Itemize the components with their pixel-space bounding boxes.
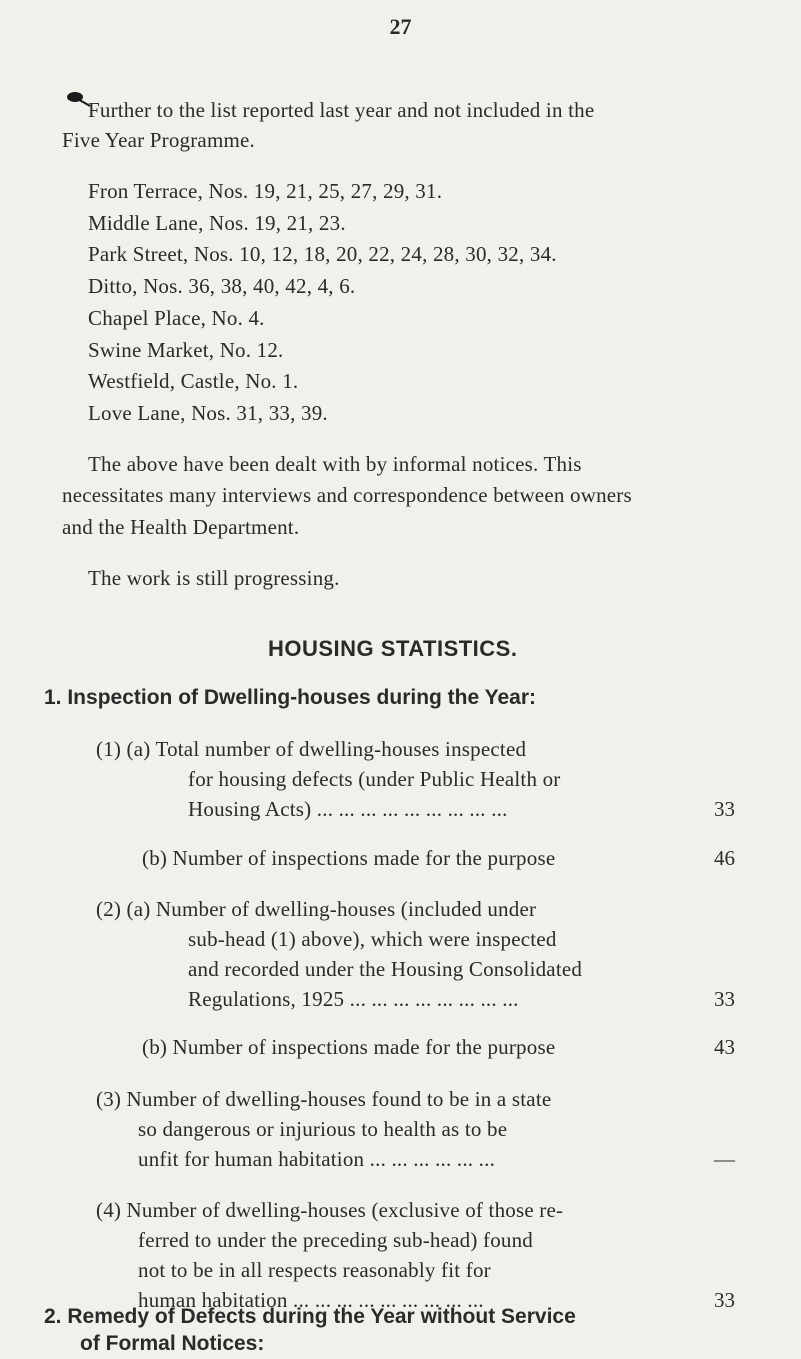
stat-text: (b) Number of inspections made for the purpose (142, 1035, 556, 1059)
paragraph-line: The work is still progressing. (88, 566, 340, 590)
item-1-heading: 1. Inspection of Dwelling-houses during the Year: (44, 686, 537, 709)
paragraph-line: and the Health Department. (62, 515, 300, 539)
paragraph-line: The above have been dealt with by informal notices. This (88, 452, 582, 476)
street-list-item: Middle Lane, Nos. 19, 21, 23. (88, 211, 346, 235)
stat-value: — (714, 1147, 735, 1171)
street-list-item: Fron Terrace, Nos. 19, 21, 25, 27, 29, 31. (88, 179, 443, 203)
stat-text: for housing defects (under Public Health or (188, 767, 561, 791)
paragraph-line: necessitates many interviews and correspondence between owners (62, 483, 632, 507)
section-title: HOUSING STATISTICS. (268, 636, 518, 661)
item-2-heading (44, 1305, 576, 1329)
intro-line-2: Five Year Programme. (62, 128, 255, 152)
street-list-item: Love Lane, Nos. 31, 33, 39. (88, 401, 328, 425)
stat-value: 33 (714, 1288, 735, 1312)
stat-text: Regulations, 1925 ... ... ... ... ... ... ... ... (188, 987, 519, 1011)
street-list-item: Westfield, Castle, No. 1. (88, 369, 299, 393)
stat-text: not to be in all respects reasonably fit for (138, 1258, 491, 1282)
stat-value: 33 (714, 797, 735, 821)
stat-text: and recorded under the Housing Consolidated (188, 957, 583, 981)
stat-text: (3) Number of dwelling-houses found to be in a state (96, 1087, 552, 1111)
street-list-item: Park Street, Nos. 10, 12, 18, 20, 22, 24, 28, 30, 32, 34. (88, 242, 557, 266)
stat-text: unfit for human habitation ... ... ... ... ... ... (138, 1147, 496, 1171)
stat-text: (4) Number of dwelling-houses (exclusive of those re- (96, 1198, 564, 1222)
stat-text: Housing Acts) ... ... ... ... ... ... ... ... ... (188, 797, 508, 821)
stat-text: (2) (a) Number of dwelling-houses (included under (96, 897, 537, 921)
stat-text: so dangerous or injurious to health as to be (138, 1117, 508, 1141)
stat-text: (b) Number of inspections made for the purpose (142, 846, 556, 870)
street-list-item: Chapel Place, No. 4. (88, 306, 265, 330)
stat-text: ferred to under the preceding sub-head) found (138, 1228, 534, 1252)
intro-line-1: Further to the list reported last year and not included in the (88, 98, 595, 122)
stat-text: (1) (a) Total number of dwelling-houses inspected (96, 737, 527, 761)
stat-text: sub-head (1) above), which were inspected (188, 927, 557, 951)
page-number: 27 (389, 14, 412, 39)
item-2-heading-line-1: 2. Remedy of Defects during the Year without Service (44, 1305, 576, 1328)
street-list-item: Ditto, Nos. 36, 38, 40, 42, 4, 6. (88, 274, 356, 298)
street-list-item: Swine Market, No. 12. (88, 338, 284, 362)
stat-value: 46 (714, 846, 735, 870)
item-2-heading-line-2: of Formal Notices: (80, 1332, 265, 1355)
stat-value: 43 (714, 1035, 735, 1059)
stat-text: human habitation ... ... ... ... ... ... ... ... ... (138, 1288, 484, 1312)
stat-value: 33 (714, 987, 735, 1011)
